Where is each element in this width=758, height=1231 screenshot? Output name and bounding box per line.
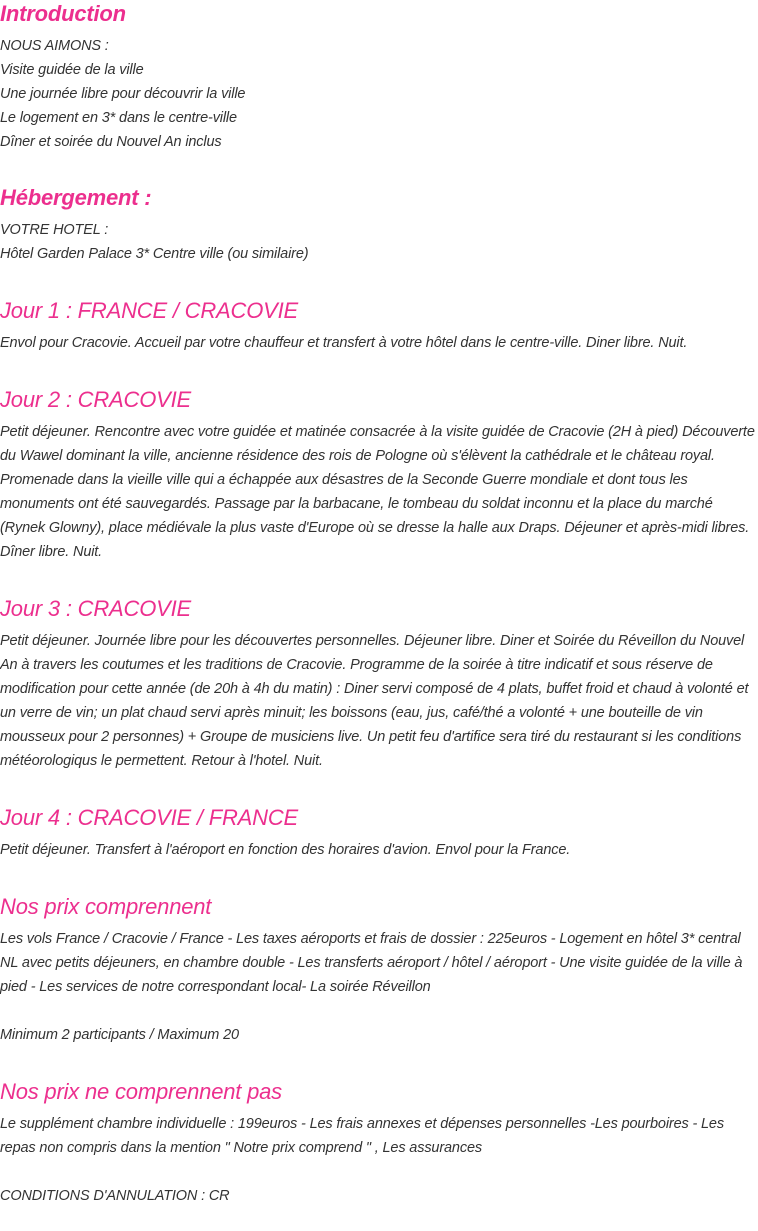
heading-prix-comprennent: Nos prix comprennent — [0, 894, 212, 919]
conditions-annulation-text: CONDITIONS D'ANNULATION : CR — [0, 1188, 230, 1204]
section-introduction — [0, 0, 758, 154]
jour-1-text: Envol pour Cracovie. Accueil par votre chauffeur et transfert à votre hôtel dans le centre-ville. Diner libre. Nuit. — [0, 335, 688, 351]
intro-line: Une journée libre pour découvrir la ville — [0, 86, 246, 102]
section-prix-comprennent — [0, 893, 758, 1047]
heading-hebergement: Hébergement : — [0, 185, 152, 210]
jour-4-text: Petit déjeuner. Transfert à l'aéroport en fonction des horaires d'avion. Envol pour la France. — [0, 842, 571, 858]
heading-jour-3: Jour 3 : CRACOVIE — [0, 596, 191, 621]
heading-jour-2: Jour 2 : CRACOVIE — [0, 387, 191, 412]
intro-line: Dîner et soirée du Nouvel An inclus — [0, 134, 222, 150]
spacer — [0, 1160, 758, 1184]
jour-2-text: Petit déjeuner. Rencontre avec votre guidée et matinée consacrée à la visite guidée de Cracovie (2H à pied) Découverte du Wawel dominant la ville, ancienne résidence des rois de Pologne où s'élèvent la cathédrale et le château royal. Promenade dans la vieille ville qui a échappée aux désastres de la Seconde Guerre mondiale et dont tous les monuments ont été sauvegardés. Passage par la barbacane, le tombeau du soldat inconnu et la place du marché (Rynek Glowny), place médiévale la plus vaste d'Europe où se dresse la halle aux Draps. Déjeuner et après-midi libres. Dîner libre. Nuit. — [0, 424, 755, 560]
section-jour-2 — [0, 386, 758, 564]
prix-comprennent-text: Les vols France / Cracovie / France - Les taxes aéroports et frais de dossier : 225euros - Logement en hôtel 3* central NL avec petits déjeuners, en chambre double - Les transferts aéroport / hôtel / aéroport - Une visite guidée de la ville à pied - Les services de notre correspondant local- La soirée Réveillon — [0, 931, 743, 995]
prix-ne-comprennent-text: Le supplément chambre individuelle : 199euros - Les frais annexes et dépenses personnelles -Les pourboires - Les repas non compris dans la mention " Notre prix comprend " , Les assurances — [0, 1116, 724, 1156]
intro-line: Le logement en 3* dans le centre-ville — [0, 110, 237, 126]
section-jour-3 — [0, 595, 758, 773]
section-jour-4 — [0, 804, 758, 862]
participants-text: Minimum 2 participants / Maximum 20 — [0, 1027, 239, 1043]
hebergement-line: VOTRE HOTEL : — [0, 222, 109, 238]
hebergement-line: Hôtel Garden Palace 3* Centre ville (ou similaire) — [0, 246, 309, 262]
heading-jour-1: Jour 1 : FRANCE / CRACOVIE — [0, 298, 298, 323]
spacer — [0, 999, 758, 1023]
jour-3-text: Petit déjeuner. Journée libre pour les découvertes personnelles. Déjeuner libre. Diner et Soirée du Réveillon du Nouvel An à travers les coutumes et les traditions de Cracovie. Programme de la soirée à titre indicatif et sous réserve de modification pour cette année (de 20h à 4h du matin) : Diner servi composé de 4 plats, buffet froid et chaud à volonté et un verre de vin; un plat chaud servi après minuit; les boissons (eau, jus, café/thé a volonté + une bouteille de vin mousseux pour 2 personnes) + Groupe de musiciens live. Un petit feu d'artifice sera tiré du restaurant si les conditions météorologiqus le permettent. Retour à l'hotel. Nuit. — [0, 633, 749, 769]
heading-introduction: Introduction — [0, 1, 126, 26]
heading-jour-4: Jour 4 : CRACOVIE / FRANCE — [0, 805, 298, 830]
section-jour-1 — [0, 297, 758, 355]
intro-line: Visite guidée de la ville — [0, 62, 144, 78]
heading-prix-ne-comprennent: Nos prix ne comprennent pas — [0, 1079, 282, 1104]
section-prix-ne-comprennent — [0, 1078, 758, 1208]
section-hebergement — [0, 184, 758, 266]
intro-line: NOUS AIMONS : — [0, 38, 109, 54]
